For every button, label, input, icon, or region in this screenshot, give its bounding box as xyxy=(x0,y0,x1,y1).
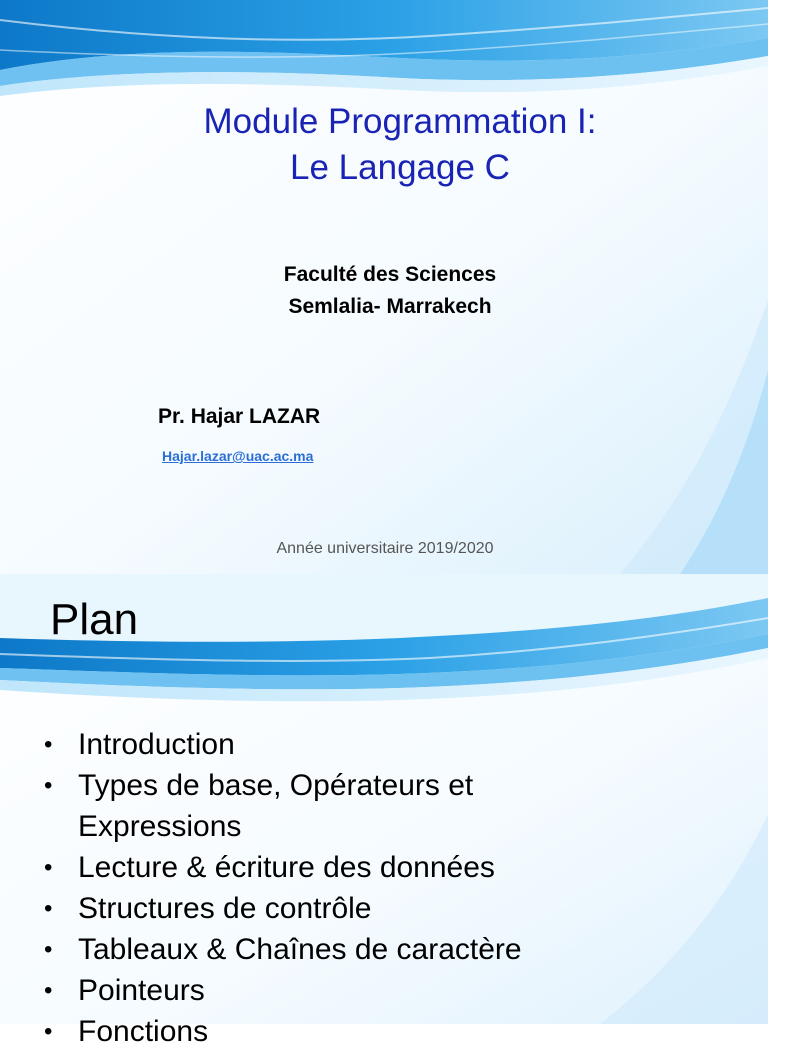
plan-slide xyxy=(0,574,768,1048)
institution-line-1: Faculté des Sciences xyxy=(283,263,497,286)
institution-line-2: Semlalia- Marrakech xyxy=(288,295,492,318)
list-item-text: Tableaux & Chaînes de caractère xyxy=(78,933,522,966)
author-name: Pr. Hajar LAZAR xyxy=(158,405,321,428)
list-item xyxy=(44,724,522,765)
list-item xyxy=(44,847,522,888)
list-item-text: Introduction xyxy=(78,728,235,761)
academic-year: Année universitaire 2019/2020 xyxy=(276,540,494,557)
list-item-text-continuation: Expressions xyxy=(78,810,242,843)
slide-title: Plan xyxy=(50,595,139,644)
list-item-text: Structures de contrôle xyxy=(78,892,372,925)
list-item xyxy=(44,970,522,1011)
list-item xyxy=(44,929,522,970)
list-item xyxy=(44,888,522,929)
list-item xyxy=(44,1011,522,1052)
list-item-text: Pointeurs xyxy=(78,974,205,1007)
slide-title-line-1: Module Programmation I: xyxy=(203,102,597,141)
list-item-text: Lecture & écriture des données xyxy=(78,851,495,884)
list-item xyxy=(44,765,522,847)
list-item-text: Types de base, Opérateurs et xyxy=(78,769,474,802)
list-item-text: Fonctions xyxy=(78,1015,209,1048)
slide-title-line-2: Le Langage C xyxy=(290,148,510,187)
plan-list xyxy=(44,724,522,1052)
author-email-link[interactable]: Hajar.lazar@uac.ac.ma xyxy=(162,448,314,464)
